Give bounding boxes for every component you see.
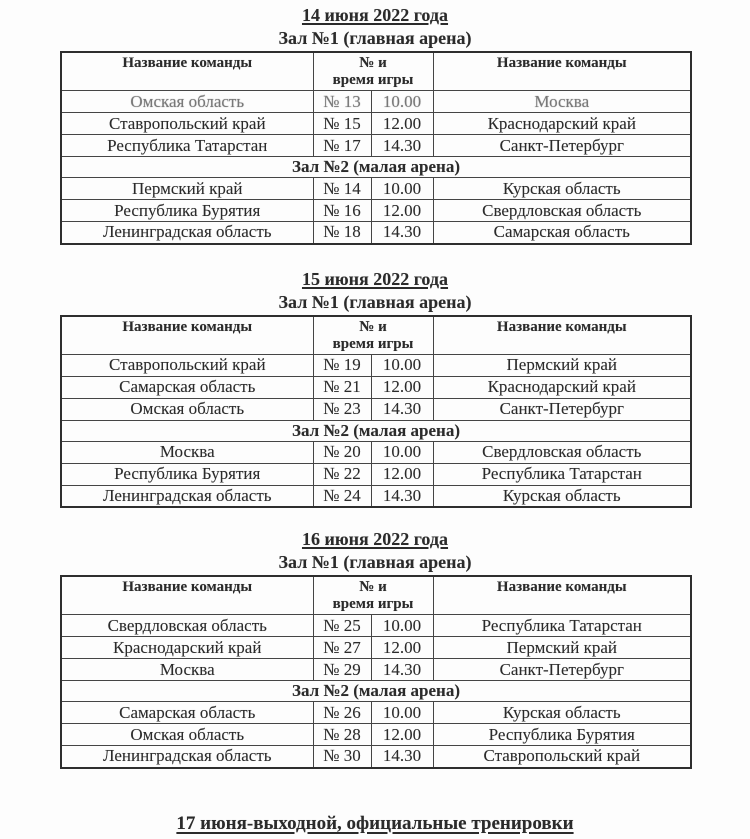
game-row — [61, 113, 691, 135]
day-title: 16 июня 2022 года — [301, 529, 449, 549]
team-right-cell: Ставропольский край — [433, 746, 691, 768]
game-number-cell: № 22 — [313, 463, 371, 485]
hall1-title: Зал №1 (главная арена) — [278, 552, 472, 572]
hall2-band-row — [61, 420, 691, 441]
header-game-number-time — [313, 576, 433, 615]
game-number-cell: № 29 — [313, 659, 371, 681]
game-row — [61, 463, 691, 485]
team-right-cell: Свердловская область — [433, 441, 691, 463]
team-right-cell: Курская область — [433, 485, 691, 507]
team-left-cell: Республика Бурятия — [61, 200, 313, 222]
game-time-cell: 12.00 — [371, 376, 433, 398]
team-right-cell: Санкт-Петербург — [433, 659, 691, 681]
hall2-title: Зал №2 (малая арена) — [61, 420, 691, 441]
game-row — [61, 659, 691, 681]
game-time-cell: 12.00 — [371, 637, 433, 659]
team-right-cell: Республика Татарстан — [433, 463, 691, 485]
team-left-cell: Республика Татарстан — [61, 135, 313, 157]
day-title: 15 июня 2022 года — [301, 268, 449, 289]
table-body — [61, 615, 691, 768]
header-row — [61, 316, 691, 355]
game-time-cell: 14.30 — [371, 398, 433, 420]
table-body — [61, 91, 691, 244]
team-right-cell: Пермский край — [433, 637, 691, 659]
team-left-cell: Москва — [61, 659, 313, 681]
team-left-cell: Краснодарский край — [61, 637, 313, 659]
game-number-cell: № 13 — [313, 91, 371, 113]
team-right-cell: Республика Бурятия — [433, 724, 691, 746]
hall2-title: Зал №2 (малая арена) — [61, 157, 691, 178]
game-row — [61, 724, 691, 746]
hall2-band-row — [61, 681, 691, 702]
header-team-left: Название команды — [61, 576, 313, 615]
header-team-right: Название команды — [433, 52, 691, 91]
game-time-cell: 14.30 — [371, 746, 433, 768]
footer-note: 17 июня-выходной, официальные тренировки — [176, 812, 574, 834]
game-number-cell: № 20 — [313, 441, 371, 463]
game-time-cell: 14.30 — [371, 222, 433, 244]
game-time-cell: 10.00 — [371, 441, 433, 463]
team-left-cell: Ленинградская область — [61, 485, 313, 507]
header-team-left: Название команды — [61, 316, 313, 355]
game-number-cell: № 24 — [313, 485, 371, 507]
team-left-cell: Москва — [61, 441, 313, 463]
team-left-cell: Омская область — [61, 724, 313, 746]
game-number-cell: № 27 — [313, 637, 371, 659]
team-left-cell: Ставропольский край — [61, 113, 313, 135]
game-number-cell: № 25 — [313, 615, 371, 637]
game-row — [61, 91, 691, 113]
team-right-cell: Краснодарский край — [433, 376, 691, 398]
hall2-band-row — [61, 157, 691, 178]
team-left-cell: Ставропольский край — [61, 354, 313, 376]
game-time-cell: 12.00 — [371, 463, 433, 485]
game-time-cell: 10.00 — [371, 91, 433, 113]
header-row — [61, 52, 691, 91]
game-row — [61, 135, 691, 157]
day-section-june-16 — [60, 529, 690, 769]
game-number-cell: № 16 — [313, 200, 371, 222]
game-number-cell: № 23 — [313, 398, 371, 420]
table-header — [61, 52, 691, 91]
team-right-cell: Санкт-Петербург — [433, 398, 691, 420]
table-header — [61, 576, 691, 615]
team-right-cell: Санкт-Петербург — [433, 135, 691, 157]
game-time-cell: 10.00 — [371, 354, 433, 376]
schedule-table-june-16 — [60, 575, 692, 769]
day-section-june-15 — [60, 269, 690, 509]
header-game-number-time — [313, 316, 433, 355]
game-row — [61, 615, 691, 637]
game-row — [61, 441, 691, 463]
game-time-cell: 14.30 — [371, 135, 433, 157]
header-team-right: Название команды — [433, 316, 691, 355]
day-title: 14 июня 2022 года — [301, 5, 449, 25]
header-game-line1: № и — [359, 579, 387, 595]
game-row — [61, 222, 691, 244]
hall1-title: Зал №1 (главная арена) — [278, 291, 472, 312]
header-game-line1: № и — [359, 55, 387, 71]
game-time-cell: 12.00 — [371, 113, 433, 135]
team-left-cell: Ленинградская область — [61, 222, 313, 244]
team-left-cell: Пермский край — [61, 178, 313, 200]
table-body — [61, 354, 691, 507]
game-row — [61, 200, 691, 222]
game-time-cell: 14.30 — [371, 659, 433, 681]
game-number-cell: № 15 — [313, 113, 371, 135]
header-game-line2: время игры — [332, 596, 414, 612]
header-game-number-time — [313, 52, 433, 91]
game-time-cell: 12.00 — [371, 200, 433, 222]
game-number-cell: № 30 — [313, 746, 371, 768]
team-left-cell: Самарская область — [61, 376, 313, 398]
team-left-cell: Омская область — [61, 91, 313, 113]
game-time-cell: 12.00 — [371, 724, 433, 746]
game-row — [61, 354, 691, 376]
header-game-line2: время игры — [332, 72, 414, 88]
game-row — [61, 178, 691, 200]
team-left-cell: Ленинградская область — [61, 746, 313, 768]
team-left-cell: Свердловская область — [61, 615, 313, 637]
team-left-cell: Самарская область — [61, 702, 313, 724]
game-number-cell: № 21 — [313, 376, 371, 398]
header-row — [61, 576, 691, 615]
game-number-cell: № 18 — [313, 222, 371, 244]
header-team-left: Название команды — [61, 52, 313, 91]
header-game-line1: № и — [359, 318, 387, 335]
game-number-cell: № 26 — [313, 702, 371, 724]
hall2-title: Зал №2 (малая арена) — [61, 681, 691, 702]
game-row — [61, 702, 691, 724]
schedule-table-june-15 — [60, 315, 692, 509]
game-row — [61, 376, 691, 398]
game-row — [61, 746, 691, 768]
game-time-cell: 10.00 — [371, 615, 433, 637]
team-right-cell: Москва — [433, 91, 691, 113]
game-time-cell: 14.30 — [371, 485, 433, 507]
game-time-cell: 10.00 — [371, 702, 433, 724]
table-header — [61, 316, 691, 355]
team-left-cell: Республика Бурятия — [61, 463, 313, 485]
day-section-june-14 — [60, 5, 690, 245]
game-number-cell: № 17 — [313, 135, 371, 157]
team-right-cell: Самарская область — [433, 222, 691, 244]
header-team-right: Название команды — [433, 576, 691, 615]
game-number-cell: № 28 — [313, 724, 371, 746]
hall1-title: Зал №1 (главная арена) — [278, 28, 472, 48]
game-number-cell: № 14 — [313, 178, 371, 200]
game-row — [61, 637, 691, 659]
team-right-cell: Курская область — [433, 178, 691, 200]
game-number-cell: № 19 — [313, 354, 371, 376]
team-right-cell: Пермский край — [433, 354, 691, 376]
team-right-cell: Краснодарский край — [433, 113, 691, 135]
team-left-cell: Омская область — [61, 398, 313, 420]
game-row — [61, 485, 691, 507]
team-right-cell: Курская область — [433, 702, 691, 724]
game-row — [61, 398, 691, 420]
header-game-line2: время игры — [332, 335, 414, 352]
game-time-cell: 10.00 — [371, 178, 433, 200]
schedule-table-june-14 — [60, 51, 692, 245]
team-right-cell: Республика Татарстан — [433, 615, 691, 637]
team-right-cell: Свердловская область — [433, 200, 691, 222]
